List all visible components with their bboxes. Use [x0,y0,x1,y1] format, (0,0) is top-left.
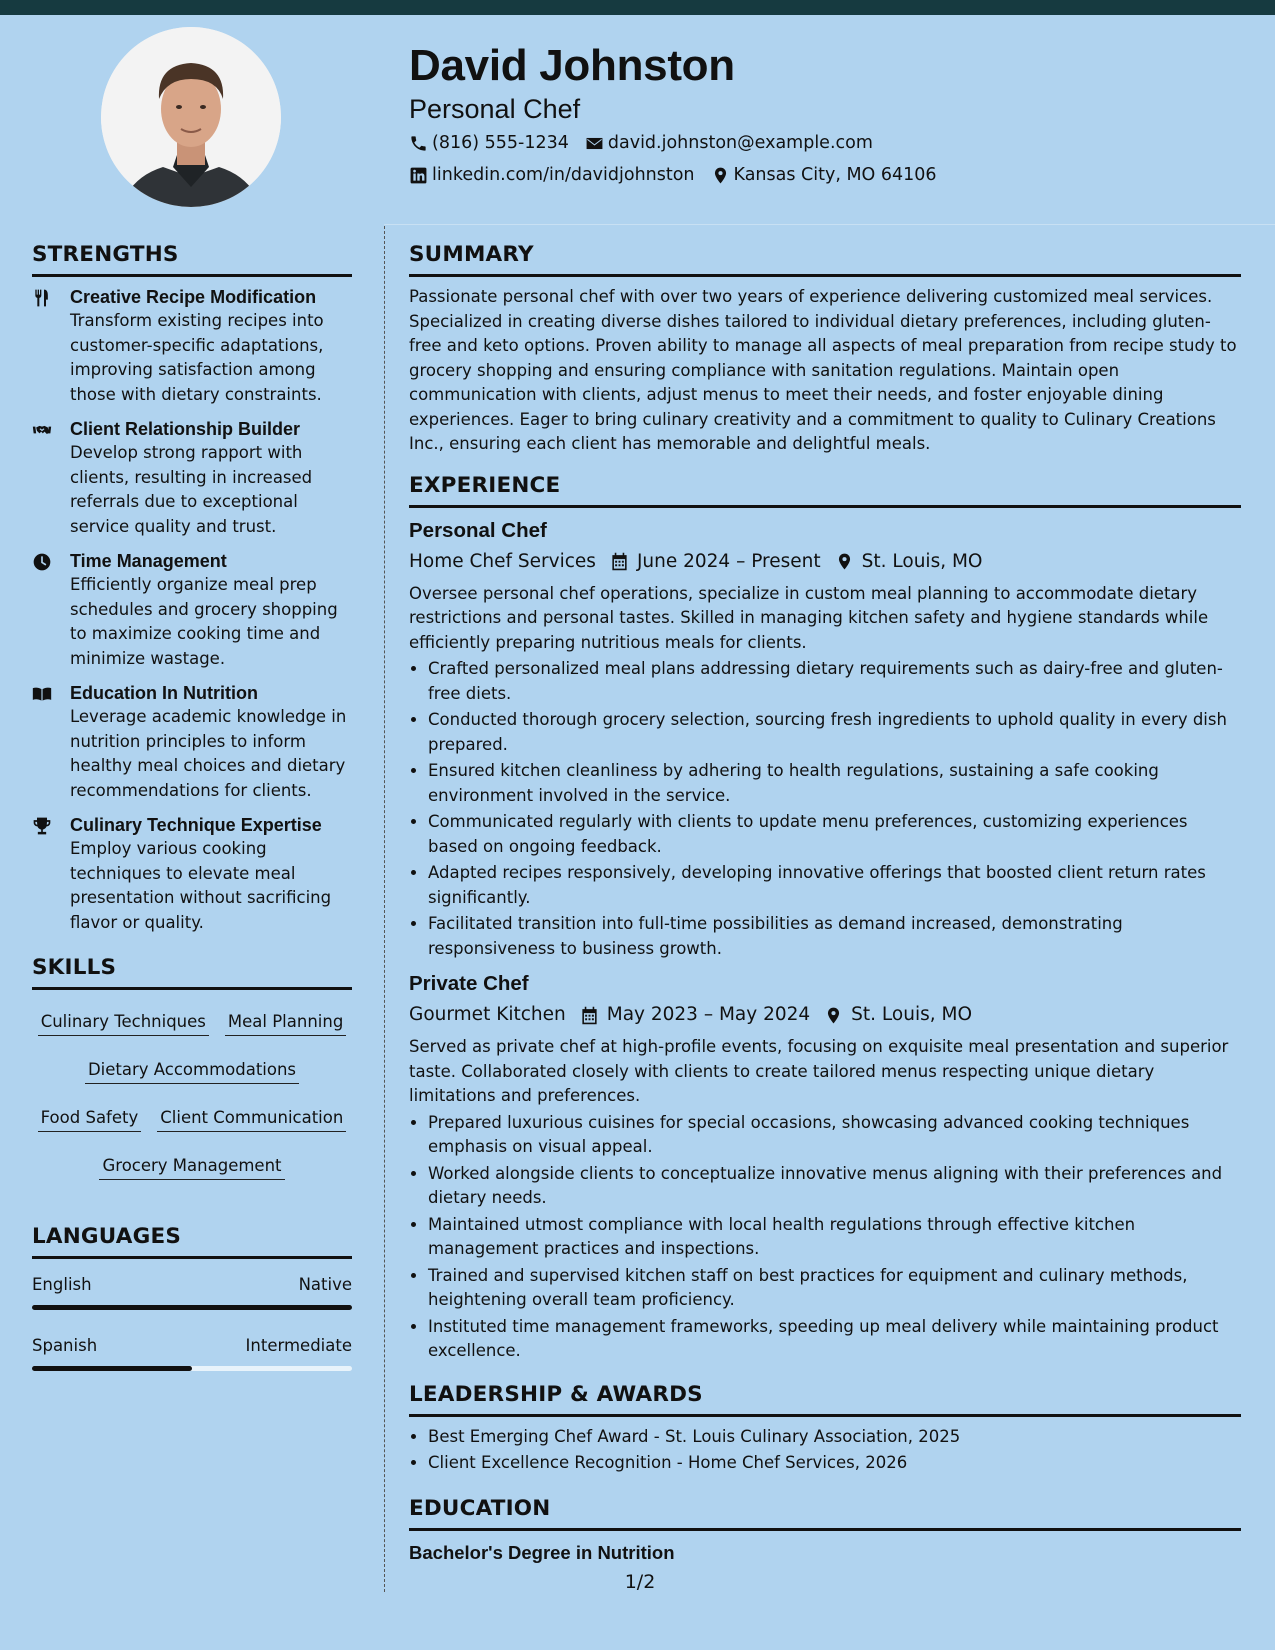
handshake-icon [32,420,52,440]
strength-description: Employ various cooking techniques to elevate meal presentation without sacrificing flavor or quality. [70,839,332,932]
job-location: St. Louis, MO [851,1004,973,1025]
right-column [409,238,1241,1567]
utensils-icon [32,288,52,308]
leadership-list [409,1425,1241,1476]
skills-list [32,998,352,1180]
list-item: • Crafted personalized meal plans addressing dietary requirements such as dairy-free and gluten-free diets. [428,657,1241,706]
leadership-title: LEADERSHIP & AWARDS [409,1378,1241,1417]
trophy-icon [32,816,52,836]
strengths-title: STRENGTHS [32,238,352,277]
job-entry [409,516,1241,962]
avatar [101,27,281,207]
map-pin-icon [711,166,730,185]
language-item [32,1273,352,1310]
skill-tag: Meal Planning [225,1010,346,1036]
column-divider [384,226,385,1592]
skill-tag: Food Safety [38,1106,142,1132]
strength-title: Client Relationship Builder [70,419,301,439]
language-bar-fill [32,1305,352,1310]
phone-text: (816) 555-1234 [432,133,569,153]
job-title: Private Chef [409,972,529,995]
location-text: Kansas City, MO 64106 [733,165,937,185]
list-item: • Trained and supervised kitchen staff on best practices for equipment and culinary methods, heightening overall team proficiency. [428,1264,1241,1313]
top-bar [0,0,1275,15]
strength-description: Transform existing recipes into customer-specific adaptations, improving satisfaction among those with dietary constraints. [70,311,324,404]
skill-tag: Dietary Accommodations [85,1058,299,1084]
language-item [32,1334,352,1371]
language-name: Spanish [32,1336,98,1355]
strength-description: Develop strong rapport with clients, resulting in increased referrals due to exceptional service quality and trust. [70,443,313,536]
list-item: • Adapted recipes responsively, developing innovative offerings that boosted client return rates significantly. [428,861,1241,910]
job-bullets [409,657,1241,961]
contact-row-2 [409,160,1259,190]
map-pin-icon [824,1006,843,1025]
job-description: Oversee personal chef operations, specialize in custom meal planning to accommodate dietary restrictions and personal tastes. Skilled in managing kitchen safety and hygiene standards while efficiently preparing nutritious meals for clients. [409,583,1209,652]
language-bar [32,1305,352,1310]
strength-item [32,813,352,935]
list-item: • Prepared luxurious cuisines for special occasions, showcasing advanced cooking techniques emphasis on visual appeal. [428,1111,1241,1160]
list-item: • Best Emerging Chef Award - St. Louis Culinary Association, 2025 [428,1425,1241,1450]
list-item: • Maintained utmost compliance with local health regulations through effective kitchen management practices and inspections. [428,1213,1241,1262]
email-text: david.johnston@example.com [607,133,873,153]
strength-title: Creative Recipe Modification [70,287,317,307]
page-number: 1/2 [624,1571,656,1593]
job-dates: May 2023 – May 2024 [606,1004,811,1025]
language-level: Intermediate [245,1336,352,1355]
list-item: • Worked alongside clients to conceptualize innovative menus aligning with their preferences and dietary needs. [428,1162,1241,1211]
job-company: Gourmet Kitchen [409,1004,566,1025]
strength-description: Leverage academic knowledge in nutrition principles to inform healthy meal choices and dietary recommendations for clients. [70,707,347,800]
skill-tag: Culinary Techniques [38,1010,209,1036]
strength-item [32,285,352,407]
header-divider [384,224,1275,225]
candidate-role: Personal Chef [409,94,581,124]
resume-header [409,40,1259,190]
contact-row-1 [409,128,1259,158]
job-company: Home Chef Services [409,550,596,572]
left-column [32,238,352,1395]
linkedin-text: linkedin.com/in/davidjohnston [432,165,695,185]
strength-title: Culinary Technique Expertise [70,815,322,835]
list-item: • Facilitated transition into full-time possibilities as demand increased, demonstrating responsiveness to business growth. [428,912,1241,961]
clock-icon [32,552,52,572]
summary-title: SUMMARY [409,238,1241,277]
job-description: Served as private chef at high-profile events, focusing on exquisite meal presentation and superior taste. Collaborated closely with clients to create tailored menus respecting unique dietary limitations and preferences. [409,1037,1229,1105]
envelope-icon [585,134,604,153]
language-level: Native [298,1275,352,1294]
summary-text: Passionate personal chef with over two years of experience delivering customized meal services. Specialized in creating diverse dishes tailored to individual dietary preferences, including gluten-free and keto options. Proven ability to manage all aspects of meal preparation from recipe study to grocery shopping and ensuring compliance with sanitation regulations. Maintain open communication with clients, adjust menus to meet their needs, and foster enjoyable dining experiences. Eager to bring culinary creativity and a commitment to quality to Culinary Creations Inc., ensuring each client has memorable and delightful meals. [409,287,1237,453]
skill-tag: Client Communication [157,1106,346,1132]
language-bar-fill [32,1366,192,1371]
list-item: • Communicated regularly with clients to update menu preferences, customizing experiences based on ongoing feedback. [428,810,1241,859]
strength-title: Time Management [70,551,227,571]
list-item: • Conducted thorough grocery selection, sourcing fresh ingredients to uphold quality in every dish prepared. [428,708,1241,757]
skill-tag: Grocery Management [99,1154,284,1180]
location-contact [711,160,937,190]
job-meta [409,546,1241,578]
email-contact[interactable] [585,128,873,158]
experience-title: EXPERIENCE [409,469,1241,508]
language-bar [32,1366,352,1371]
candidate-name: David Johnston [409,41,735,90]
linkedin-icon [409,166,428,185]
job-bullets [409,1111,1241,1364]
job-title: Personal Chef [409,518,547,542]
map-pin-icon [835,552,854,571]
job-location: St. Louis, MO [861,550,983,572]
linkedin-contact[interactable] [409,160,695,190]
phone-icon [409,134,428,153]
list-item: • Instituted time management frameworks, speeding up meal delivery while maintaining product excellence. [428,1315,1241,1364]
education-title: EDUCATION [409,1492,1241,1531]
calendar-icon [580,1006,599,1025]
job-entry [409,969,1241,1364]
strength-item [32,681,352,803]
list-item: • Client Excellence Recognition - Home Chef Services, 2026 [428,1451,1241,1476]
strength-description: Efficiently organize meal prep schedules and grocery shopping to maximize cooking time and minimize wastage. [70,575,338,668]
job-meta [409,999,1241,1031]
strength-item [32,417,352,539]
languages-title: LANGUAGES [32,1220,352,1259]
phone-contact[interactable] [409,128,569,158]
job-dates: June 2024 – Present [636,550,821,572]
list-item: • Ensured kitchen cleanliness by adhering to health regulations, sustaining a safe cooking environment involved in the service. [428,759,1241,808]
strength-title: Education In Nutrition [70,683,258,703]
book-icon [32,684,52,704]
strength-item [32,549,352,671]
language-name: English [32,1275,92,1294]
education-degree: Bachelor's Degree in Nutrition [409,1541,675,1563]
calendar-icon [610,552,629,571]
skills-title: SKILLS [32,951,352,990]
